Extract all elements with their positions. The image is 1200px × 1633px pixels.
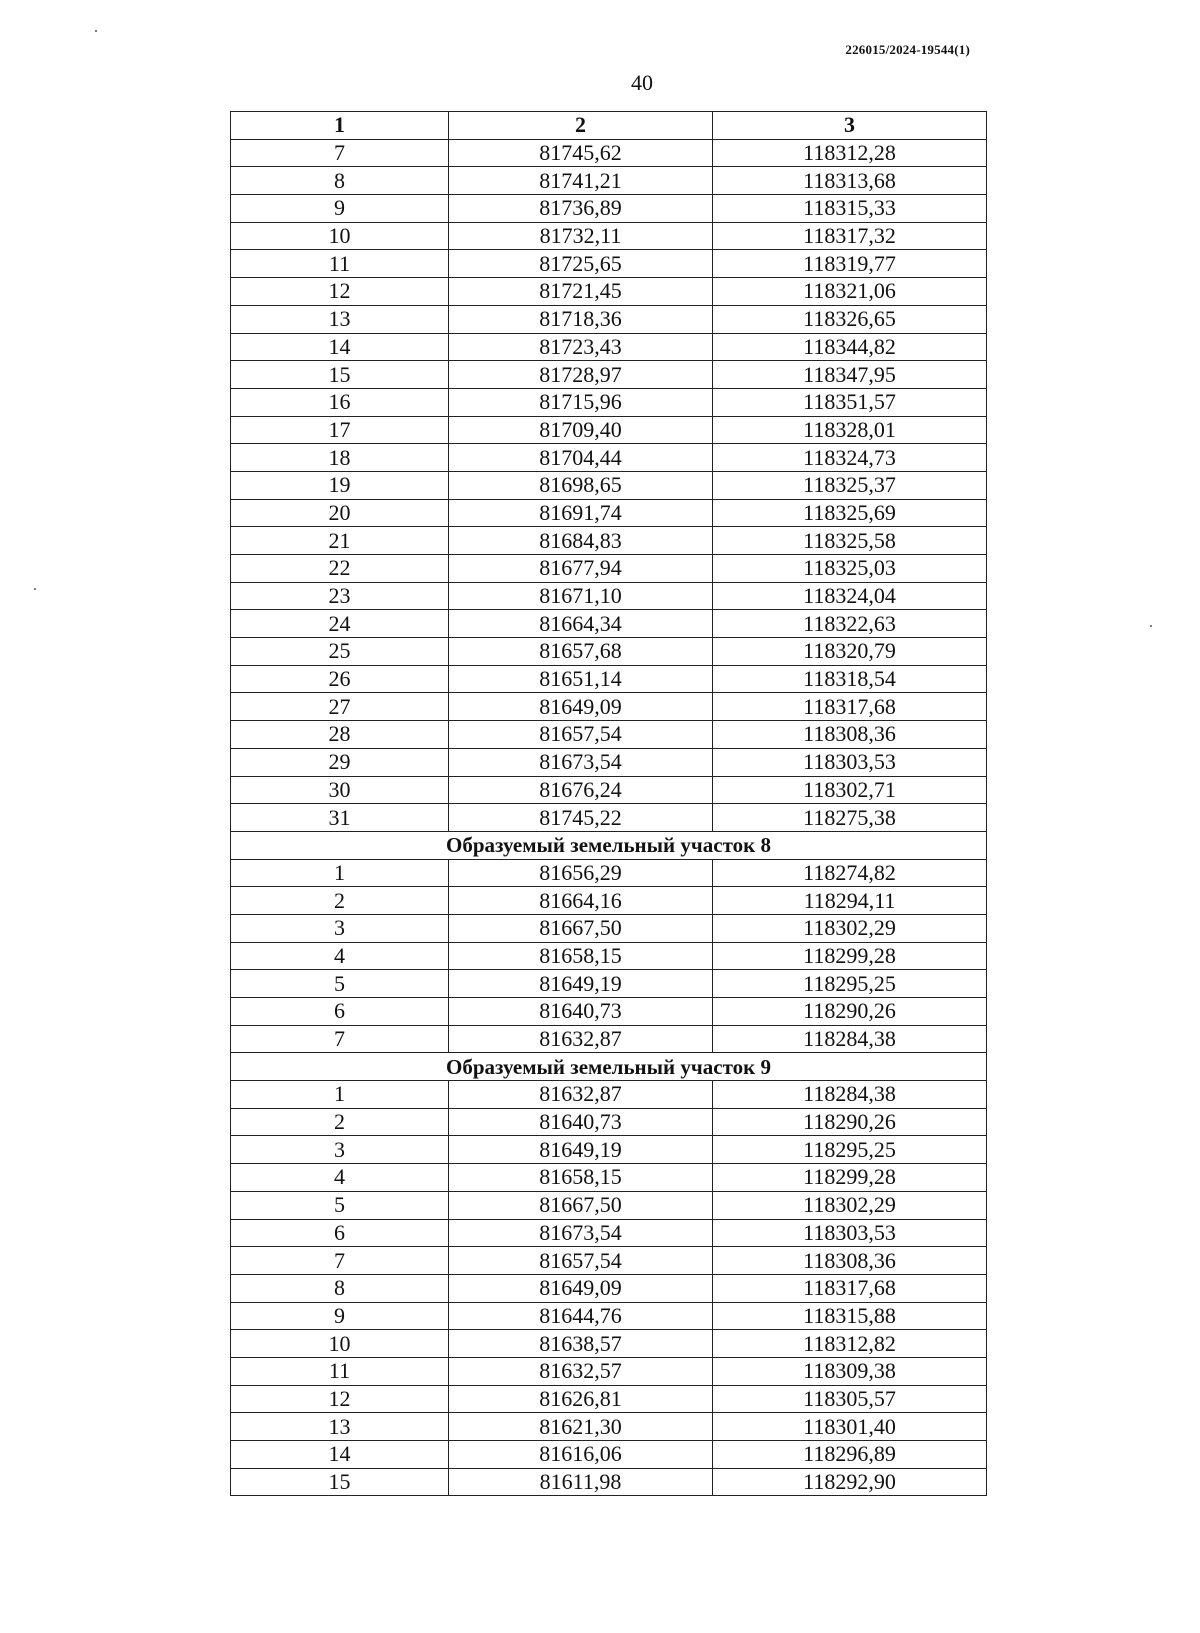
table-row	[231, 776, 987, 804]
point-number-cell: 3	[231, 914, 449, 942]
y-coordinate-cell: 118274,82	[713, 859, 987, 887]
y-coordinate-cell: 118325,37	[713, 471, 987, 499]
table-row	[231, 278, 987, 306]
point-number-cell: 23	[231, 582, 449, 610]
table-row	[231, 1247, 987, 1275]
point-number-cell: 30	[231, 776, 449, 804]
table-row	[231, 721, 987, 749]
y-coordinate-cell: 118313,68	[713, 167, 987, 195]
table-row	[231, 416, 987, 444]
point-number-cell: 13	[231, 1413, 449, 1441]
section-row	[231, 1053, 987, 1081]
table-body	[231, 139, 987, 1496]
table-row	[231, 693, 987, 721]
table-row	[231, 1330, 987, 1358]
y-coordinate-cell: 118303,53	[713, 1219, 987, 1247]
y-coordinate-cell: 118299,28	[713, 942, 987, 970]
point-number-cell: 29	[231, 748, 449, 776]
header-col-1: 1	[231, 112, 449, 140]
y-coordinate-cell: 118305,57	[713, 1385, 987, 1413]
x-coordinate-cell: 81732,11	[449, 222, 713, 250]
y-coordinate-cell: 118302,71	[713, 776, 987, 804]
y-coordinate-cell: 118290,26	[713, 1108, 987, 1136]
table-row	[231, 361, 987, 389]
point-number-cell: 19	[231, 471, 449, 499]
y-coordinate-cell: 118321,06	[713, 278, 987, 306]
y-coordinate-cell: 118324,73	[713, 444, 987, 472]
x-coordinate-cell: 81649,19	[449, 1136, 713, 1164]
x-coordinate-cell: 81657,54	[449, 1247, 713, 1275]
y-coordinate-cell: 118324,04	[713, 582, 987, 610]
table-row	[231, 638, 987, 666]
header-col-2: 2	[449, 112, 713, 140]
table-row	[231, 804, 987, 832]
table-row	[231, 305, 987, 333]
point-number-cell: 8	[231, 167, 449, 195]
section-title-plot-8: Образуемый земельный участок 8	[231, 831, 987, 859]
point-number-cell: 12	[231, 1385, 449, 1413]
y-coordinate-cell: 118322,63	[713, 610, 987, 638]
y-coordinate-cell: 118275,38	[713, 804, 987, 832]
table-row	[231, 970, 987, 998]
y-coordinate-cell: 118320,79	[713, 638, 987, 666]
table-row	[231, 1468, 987, 1496]
y-coordinate-cell: 118284,38	[713, 1081, 987, 1109]
x-coordinate-cell: 81709,40	[449, 416, 713, 444]
y-coordinate-cell: 118325,69	[713, 499, 987, 527]
point-number-cell: 26	[231, 665, 449, 693]
coordinates-table	[230, 111, 987, 1496]
y-coordinate-cell: 118308,36	[713, 721, 987, 749]
x-coordinate-cell: 81671,10	[449, 582, 713, 610]
x-coordinate-cell: 81657,54	[449, 721, 713, 749]
point-number-cell: 11	[231, 1357, 449, 1385]
y-coordinate-cell: 118284,38	[713, 1025, 987, 1053]
y-coordinate-cell: 118351,57	[713, 388, 987, 416]
table-row	[231, 250, 987, 278]
table-row	[231, 333, 987, 361]
y-coordinate-cell: 118295,25	[713, 970, 987, 998]
x-coordinate-cell: 81638,57	[449, 1330, 713, 1358]
table-row	[231, 1108, 987, 1136]
y-coordinate-cell: 118319,77	[713, 250, 987, 278]
x-coordinate-cell: 81626,81	[449, 1385, 713, 1413]
section-row	[231, 831, 987, 859]
y-coordinate-cell: 118317,68	[713, 693, 987, 721]
point-number-cell: 24	[231, 610, 449, 638]
y-coordinate-cell: 118344,82	[713, 333, 987, 361]
point-number-cell: 7	[231, 1025, 449, 1053]
x-coordinate-cell: 81736,89	[449, 195, 713, 223]
x-coordinate-cell: 81684,83	[449, 527, 713, 555]
x-coordinate-cell: 81677,94	[449, 555, 713, 583]
point-number-cell: 1	[231, 1081, 449, 1109]
point-number-cell: 4	[231, 1164, 449, 1192]
y-coordinate-cell: 118303,53	[713, 748, 987, 776]
point-number-cell: 9	[231, 195, 449, 223]
y-coordinate-cell: 118292,90	[713, 1468, 987, 1496]
header-row	[231, 112, 987, 140]
document-number: 226015/2024-19544(1)	[845, 42, 970, 57]
x-coordinate-cell: 81632,57	[449, 1357, 713, 1385]
x-coordinate-cell: 81664,34	[449, 610, 713, 638]
x-coordinate-cell: 81723,43	[449, 333, 713, 361]
x-coordinate-cell: 81611,98	[449, 1468, 713, 1496]
y-coordinate-cell: 118325,03	[713, 555, 987, 583]
x-coordinate-cell: 81673,54	[449, 748, 713, 776]
x-coordinate-cell: 81721,45	[449, 278, 713, 306]
x-coordinate-cell: 81651,14	[449, 665, 713, 693]
table-row	[231, 1025, 987, 1053]
x-coordinate-cell: 81649,09	[449, 693, 713, 721]
point-number-cell: 13	[231, 305, 449, 333]
point-number-cell: 14	[231, 1441, 449, 1469]
x-coordinate-cell: 81658,15	[449, 1164, 713, 1192]
y-coordinate-cell: 118312,28	[713, 139, 987, 167]
point-number-cell: 9	[231, 1302, 449, 1330]
table-row	[231, 499, 987, 527]
x-coordinate-cell: 81745,22	[449, 804, 713, 832]
point-number-cell: 15	[231, 1468, 449, 1496]
table-row	[231, 1219, 987, 1247]
x-coordinate-cell: 81621,30	[449, 1413, 713, 1441]
y-coordinate-cell: 118309,38	[713, 1357, 987, 1385]
y-coordinate-cell: 118315,88	[713, 1302, 987, 1330]
x-coordinate-cell: 81657,68	[449, 638, 713, 666]
table-row	[231, 1191, 987, 1219]
point-number-cell: 15	[231, 361, 449, 389]
x-coordinate-cell: 81725,65	[449, 250, 713, 278]
point-number-cell: 18	[231, 444, 449, 472]
y-coordinate-cell: 118312,82	[713, 1330, 987, 1358]
table-header	[231, 112, 987, 140]
x-coordinate-cell: 81715,96	[449, 388, 713, 416]
y-coordinate-cell: 118318,54	[713, 665, 987, 693]
table-row	[231, 195, 987, 223]
point-number-cell: 21	[231, 527, 449, 555]
x-coordinate-cell: 81649,09	[449, 1274, 713, 1302]
table-row	[231, 555, 987, 583]
x-coordinate-cell: 81741,21	[449, 167, 713, 195]
table-row	[231, 139, 987, 167]
table-row	[231, 1136, 987, 1164]
point-number-cell: 22	[231, 555, 449, 583]
table-row	[231, 1274, 987, 1302]
table-row	[231, 1302, 987, 1330]
y-coordinate-cell: 118347,95	[713, 361, 987, 389]
table-row	[231, 748, 987, 776]
point-number-cell: 20	[231, 499, 449, 527]
table-row	[231, 582, 987, 610]
y-coordinate-cell: 118308,36	[713, 1247, 987, 1275]
point-number-cell: 12	[231, 278, 449, 306]
table-row	[231, 1164, 987, 1192]
scan-speck	[1150, 625, 1152, 627]
x-coordinate-cell: 81640,73	[449, 1108, 713, 1136]
x-coordinate-cell: 81673,54	[449, 1219, 713, 1247]
table-row	[231, 444, 987, 472]
table-row	[231, 859, 987, 887]
x-coordinate-cell: 81632,87	[449, 1025, 713, 1053]
x-coordinate-cell: 81649,19	[449, 970, 713, 998]
header-col-3: 3	[713, 112, 987, 140]
page-number: 40	[631, 70, 653, 95]
point-number-cell: 27	[231, 693, 449, 721]
point-number-cell: 10	[231, 1330, 449, 1358]
point-number-cell: 2	[231, 1108, 449, 1136]
x-coordinate-cell: 81728,97	[449, 361, 713, 389]
x-coordinate-cell: 81691,74	[449, 499, 713, 527]
point-number-cell: 8	[231, 1274, 449, 1302]
table-row	[231, 998, 987, 1026]
x-coordinate-cell: 81616,06	[449, 1441, 713, 1469]
table-row	[231, 1441, 987, 1469]
point-number-cell: 17	[231, 416, 449, 444]
table-row	[231, 527, 987, 555]
x-coordinate-cell: 81632,87	[449, 1081, 713, 1109]
table-row	[231, 914, 987, 942]
point-number-cell: 6	[231, 1219, 449, 1247]
point-number-cell: 10	[231, 222, 449, 250]
point-number-cell: 14	[231, 333, 449, 361]
x-coordinate-cell: 81667,50	[449, 1191, 713, 1219]
y-coordinate-cell: 118290,26	[713, 998, 987, 1026]
table-row	[231, 222, 987, 250]
y-coordinate-cell: 118296,89	[713, 1441, 987, 1469]
table-row	[231, 1385, 987, 1413]
x-coordinate-cell: 81704,44	[449, 444, 713, 472]
y-coordinate-cell: 118317,68	[713, 1274, 987, 1302]
point-number-cell: 31	[231, 804, 449, 832]
table-row	[231, 942, 987, 970]
x-coordinate-cell: 81667,50	[449, 914, 713, 942]
y-coordinate-cell: 118299,28	[713, 1164, 987, 1192]
y-coordinate-cell: 118302,29	[713, 1191, 987, 1219]
section-title-plot-9: Образуемый земельный участок 9	[231, 1053, 987, 1081]
x-coordinate-cell: 81640,73	[449, 998, 713, 1026]
point-number-cell: 4	[231, 942, 449, 970]
table-row	[231, 1413, 987, 1441]
point-number-cell: 7	[231, 1247, 449, 1275]
x-coordinate-cell: 81658,15	[449, 942, 713, 970]
point-number-cell: 25	[231, 638, 449, 666]
x-coordinate-cell: 81745,62	[449, 139, 713, 167]
x-coordinate-cell: 81698,65	[449, 471, 713, 499]
point-number-cell: 3	[231, 1136, 449, 1164]
point-number-cell: 5	[231, 970, 449, 998]
table-row	[231, 1081, 987, 1109]
y-coordinate-cell: 118302,29	[713, 914, 987, 942]
point-number-cell: 6	[231, 998, 449, 1026]
table-row	[231, 167, 987, 195]
y-coordinate-cell: 118326,65	[713, 305, 987, 333]
y-coordinate-cell: 118325,58	[713, 527, 987, 555]
point-number-cell: 1	[231, 859, 449, 887]
scan-speck	[34, 588, 36, 590]
table-row	[231, 1357, 987, 1385]
point-number-cell: 11	[231, 250, 449, 278]
x-coordinate-cell: 81718,36	[449, 305, 713, 333]
x-coordinate-cell: 81656,29	[449, 859, 713, 887]
table-row	[231, 887, 987, 915]
point-number-cell: 28	[231, 721, 449, 749]
point-number-cell: 16	[231, 388, 449, 416]
scan-speck	[95, 30, 97, 32]
y-coordinate-cell: 118294,11	[713, 887, 987, 915]
table-row	[231, 610, 987, 638]
table-row	[231, 665, 987, 693]
table-row	[231, 388, 987, 416]
y-coordinate-cell: 118295,25	[713, 1136, 987, 1164]
x-coordinate-cell: 81644,76	[449, 1302, 713, 1330]
x-coordinate-cell: 81676,24	[449, 776, 713, 804]
x-coordinate-cell: 81664,16	[449, 887, 713, 915]
point-number-cell: 5	[231, 1191, 449, 1219]
point-number-cell: 7	[231, 139, 449, 167]
table-row	[231, 471, 987, 499]
y-coordinate-cell: 118315,33	[713, 195, 987, 223]
point-number-cell: 2	[231, 887, 449, 915]
y-coordinate-cell: 118328,01	[713, 416, 987, 444]
y-coordinate-cell: 118301,40	[713, 1413, 987, 1441]
y-coordinate-cell: 118317,32	[713, 222, 987, 250]
